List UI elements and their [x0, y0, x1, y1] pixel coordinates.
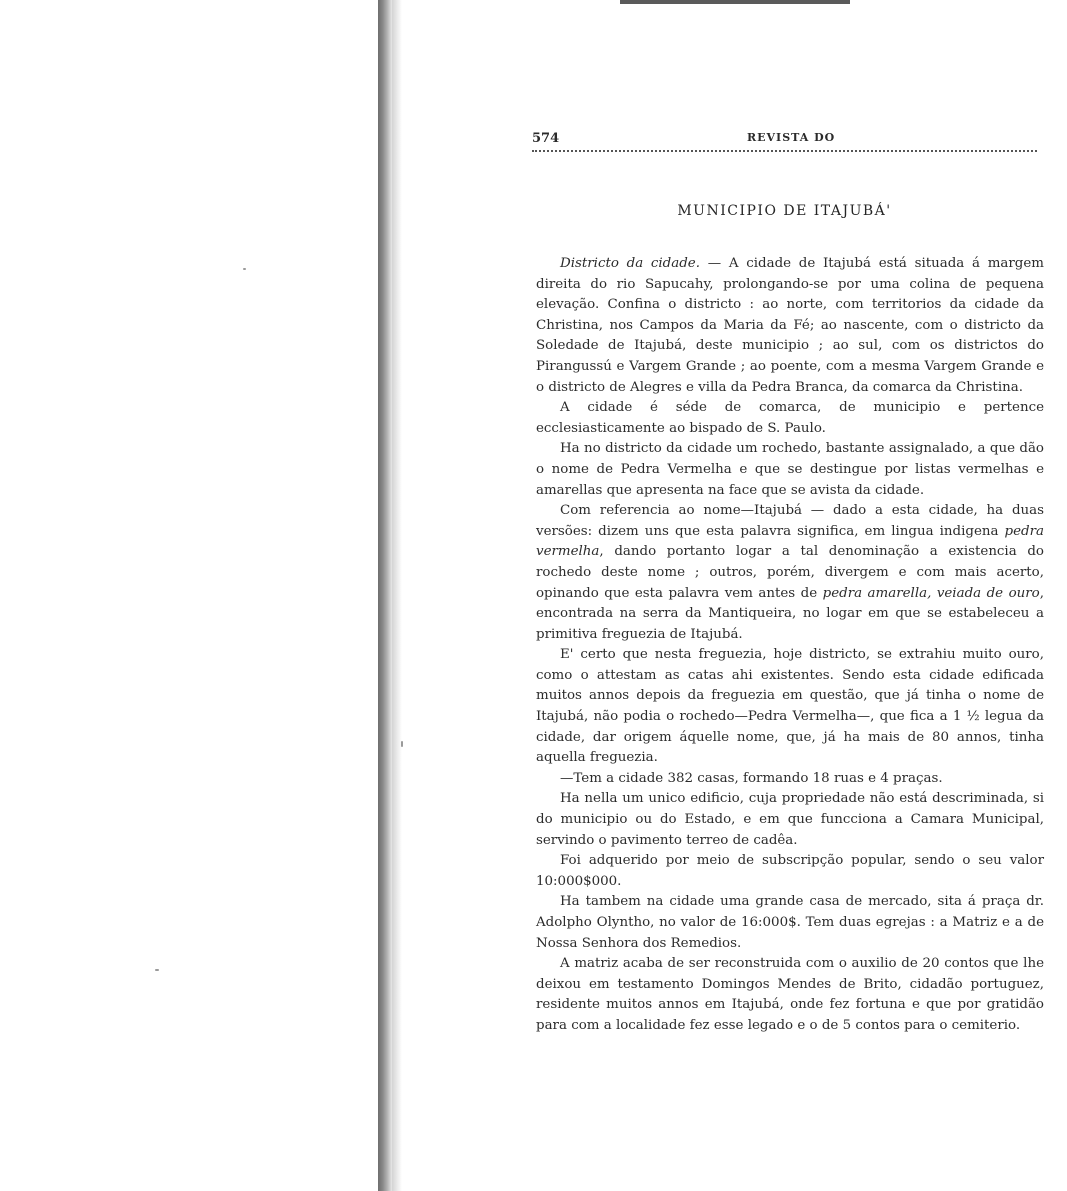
italic-term: pedra vermelha: [536, 523, 1044, 560]
header-rule: [532, 150, 1037, 152]
paragraph-text: , encontrada na serra da Mantiqueira, no logar em que se estabeleceu a primitiva freguezia de Itajubá.: [536, 585, 1044, 642]
paragraph: Foi adquerido por meio de subscripção popular, sendo o seu valor 10:000$000.: [536, 853, 1044, 889]
section-title: MUNICIPIO DE ITAJUBÁ': [677, 203, 892, 219]
italic-term: pedra amarella, veiada de ouro: [822, 585, 1040, 601]
paragraph-text: Com referencia ao nome—Itajubá — dado a esta cidade, ha duas versões: dizem uns que esta palavra significa, em lingua indigena: [536, 503, 1044, 539]
paragraph-text: — A cidade de Itajubá está situada á margem direita do rio Sapucahy, prolongando-se por uma colina de pequena elevação. Confina o districto : ao norte, com territorios da cidade da Christina, nos Campos da Maria da Fé; ao nascente, com o districto da Soledade de Itajubá, deste municipio ; ao sul, com os districtos do Pirangussú e Vargem Grande ; ao poente, com a mesma Vargem Grande e o districto de Alegres e villa da Pedra Branca, da comarca da Christina.: [536, 256, 1044, 395]
paragraph: Ha no districto da cidade um rochedo, bastante assignalado, a que dão o nome de Pedra Vermelha e que se destingue por listas vermelhas e amarellas que apresenta na face que se avista da cidade.: [536, 441, 1044, 498]
paragraph: A matriz acaba de ser reconstruida com o auxilio de 20 contos que lhe deixou em testamento Domingos Mendes de Brito, cidadão portuguez, residente muitos annos em Itajubá, onde fez fortuna e que por gratidão para com a localidade fez esse legado e o de 5 contos para o cemiterio.: [536, 956, 1044, 1033]
paragraph: [536, 254, 1044, 398]
scan-speck: [243, 268, 246, 270]
paragraph: Ha tambem na cidade uma grande casa de mercado, sita á praça dr. Adolpho Olyntho, no valor de 16:000$. Tem duas egrejas : a Matriz e a de Nossa Senhora dos Remedios.: [536, 894, 1044, 951]
paragraph: [536, 501, 1044, 645]
scan-speck: [401, 741, 403, 747]
running-head-title: REVISTA DO: [747, 131, 836, 144]
paragraph: —Tem a cidade 382 casas, formando 18 ruas e 4 praças.: [560, 770, 943, 786]
paragraph: Ha nella um unico edificio, cuja propriedade não está descriminada, si do municipio ou do Estado, e em que funcciona a Camara Municipal, servindo o pavimento terreo de cadêa.: [536, 791, 1044, 848]
scan-top-shadow: [620, 0, 850, 4]
paragraph: A cidade é séde de comarca, de municipio e pertence ecclesiasticamente ao bispado de S. Paulo.: [536, 400, 1044, 436]
article-body: [536, 254, 1044, 1037]
book-gutter-shade: [392, 0, 402, 1191]
page-number: 574: [532, 131, 560, 146]
paragraph: E' certo que nesta freguezia, hoje districto, se extrahiu muito ouro, como o attestam as catas ahi existentes. Sendo esta cidade edificada muitos annos depois da freguezia em questão, que já tinha o nome de Itajubá, não podia o rochedo—Pedra Vermelha—, que fica a 1 ½ legua da cidade, dar origem áquelle nome, que, já ha mais de 80 annos, tinha aquella freguezia.: [536, 647, 1044, 766]
book-gutter-edge: [378, 0, 392, 1191]
scan-speck: [155, 969, 159, 971]
paragraph-text: , dando portanto logar a tal denominação a existencia do rochedo deste nome ; outros, porém, divergem e com mais acerto, opinando que esta palavra vem antes de: [536, 544, 1044, 601]
paragraph-lead: Districto da cidade.: [560, 256, 700, 271]
running-header: [532, 131, 1037, 151]
